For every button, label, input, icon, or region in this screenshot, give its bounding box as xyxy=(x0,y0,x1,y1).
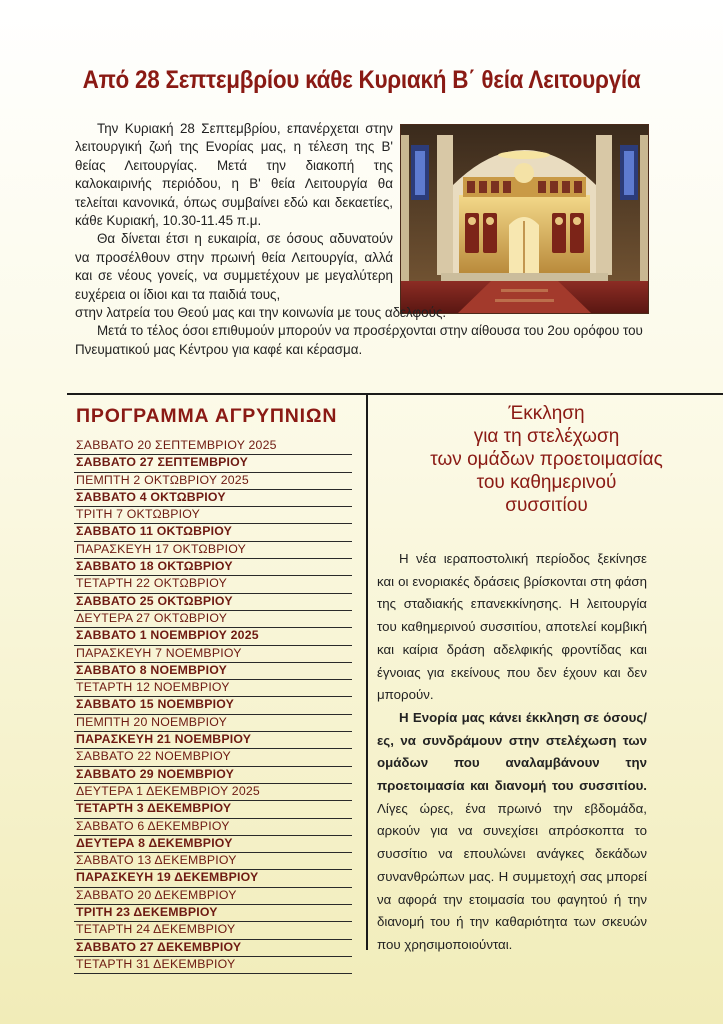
schedule-item: ΣΑΒΒΑΤΟ 6 ΔΕΚΕΜΒΡΙΟΥ xyxy=(74,819,352,836)
intro-paragraph-2-end: στην λατρεία του Θεού μας και την κοινωνία με τους αδελφούς. xyxy=(75,305,447,321)
appeal-title-line: των ομάδων προετοιμασίας xyxy=(430,449,663,470)
intro-text xyxy=(75,120,647,359)
intro-paragraph-3: Μετά το τέλος όσοι επιθυμούν μπορούν να προσέρχονται στην αίθουσα του 2ου ορόφου του Πνευματικού μας Κέντρου για καφέ και κέρασμα. xyxy=(75,323,643,357)
schedule-title: ΠΡΟΓΡΑΜΜΑ ΑΓΡΥΠΝΙΩΝ xyxy=(76,405,338,427)
schedule-item: ΣΑΒΒΑΤΟ 29 ΝΟΕΜΒΡΙΟΥ xyxy=(74,767,352,784)
schedule-item: ΣΑΒΒΑΤΟ 11 ΟΚΤΩΒΡΙΟΥ xyxy=(74,524,352,541)
appeal-title xyxy=(380,402,713,517)
schedule-item: ΣΑΒΒΑΤΟ 8 ΝΟΕΜΒΡΙΟΥ xyxy=(74,663,352,680)
schedule-item: ΣΑΒΒΑΤΟ 15 ΝΟΕΜΒΡΙΟΥ xyxy=(74,697,352,714)
schedule-item: ΔΕΥΤΕΡΑ 27 ΟΚΤΩΒΡΙΟΥ xyxy=(74,611,352,628)
schedule-item: ΣΑΒΒΑΤΟ 20 ΔΕΚΕΜΒΡΙΟΥ xyxy=(74,888,352,905)
schedule-item: ΣΑΒΒΑΤΟ 27 ΔΕΚΕΜΒΡΙΟΥ xyxy=(74,940,352,957)
schedule-item: ΤΕΤΑΡΤΗ 3 ΔΕΚΕΜΒΡΙΟΥ xyxy=(74,801,352,818)
schedule-item: ΣΑΒΒΑΤΟ 1 ΝΟΕΜΒΡΙΟΥ 2025 xyxy=(74,628,352,645)
schedule-item: ΠΑΡΑΣΚΕΥΗ 21 ΝΟΕΜΒΡΙΟΥ xyxy=(74,732,352,749)
appeal-paragraph-2 xyxy=(377,707,647,957)
intro-paragraph-1: Την Κυριακή 28 Σεπτεμβρίου, επανέρχεται στην λειτουργική ζωή της Ενορίας μας, η τέλεση της Β' θείας Λειτουργίας. Μετά την διακοπή της καλοκαιρινής περιόδου, η Β' θεία Λειτουργία θα τελείται κανονικά, όπως συμβαίνει εδώ και δεκαετίες, κάθε Κυριακή, 10.30-11.45 π.μ. xyxy=(75,121,393,229)
schedule-item: ΣΑΒΒΑΤΟ 27 ΣΕΠΤΕΜΒΡΙΟΥ xyxy=(74,455,352,472)
vigil-schedule xyxy=(74,405,354,974)
schedule-item: ΣΑΒΒΑΤΟ 22 ΝΟΕΜΒΡΙΟΥ xyxy=(74,749,352,766)
column-divider xyxy=(366,395,368,950)
horizontal-divider xyxy=(67,393,723,395)
schedule-item: ΣΑΒΒΑΤΟ 18 ΟΚΤΩΒΡΙΟΥ xyxy=(74,559,352,576)
schedule-item: ΣΑΒΒΑΤΟ 4 ΟΚΤΩΒΡΙΟΥ xyxy=(74,490,352,507)
schedule-item: ΔΕΥΤΕΡΑ 8 ΔΕΚΕΜΒΡΙΟΥ xyxy=(74,836,352,853)
appeal-paragraph-1: Η νέα ιεραποστολική περίοδος ξεκίνησε και οι ενοριακές δράσεις βρίσκονται στη φάση της σταδιακής επανεκκίνησης. Η λειτουργία του καθημερινού συσσιτίου, αποτελεί κομβική και καίρια δράση αδελφικής φροντίδας και έγνοιας για εκείνους που δεν έχουν και δεν μπορούν. xyxy=(377,551,647,703)
appeal-title-line: συσσιτίου xyxy=(505,495,588,516)
schedule-item: ΤΕΤΑΡΤΗ 22 ΟΚΤΩΒΡΙΟΥ xyxy=(74,576,352,593)
schedule-item: ΤΕΤΑΡΤΗ 24 ΔΕΚΕΜΒΡΙΟΥ xyxy=(74,922,352,939)
schedule-item: ΣΑΒΒΑΤΟ 13 ΔΕΚΕΜΒΡΙΟΥ xyxy=(74,853,352,870)
schedule-item: ΠΑΡΑΣΚΕΥΗ 17 ΟΚΤΩΒΡΙΟΥ xyxy=(74,542,352,559)
schedule-item: ΤΕΤΑΡΤΗ 12 ΝΟΕΜΒΡΙΟΥ xyxy=(74,680,352,697)
schedule-list xyxy=(74,438,352,974)
appeal-title-line: Έκκληση xyxy=(508,403,585,424)
schedule-item: ΠΕΜΠΤΗ 20 ΝΟΕΜΒΡΙΟΥ xyxy=(74,715,352,732)
schedule-item: ΤΕΤΑΡΤΗ 31 ΔΕΚΕΜΒΡΙΟΥ xyxy=(74,957,352,974)
appeal-emphasis: Η Ενορία μας κάνει έκκληση σε όσους/ες, να συνδράμουν στην στελέχωση των ομάδων που αναλαμβάνουν την προετοιμασία και διανομή του συσσιτίου. xyxy=(377,709,647,794)
page-title: Από 28 Σεπτεμβρίου κάθε Κυριακή Β΄ θεία Λειτουργία xyxy=(82,66,641,94)
schedule-item: ΣΑΒΒΑΤΟ 25 ΟΚΤΩΒΡΙΟΥ xyxy=(74,594,352,611)
schedule-item: ΔΕΥΤΕΡΑ 1 ΔΕΚΕΜΒΡΙΟΥ 2025 xyxy=(74,784,352,801)
appeal-title-line: του καθημερινού xyxy=(476,472,617,493)
intro-paragraph-2: Θα δίνεται έτσι η ευκαιρία, σε όσους αδυνατούν να προσέλθουν στην πρωινή θεία Λειτουργία, αλλά και σε νέους γονείς, να συμμετέχουν με μεγαλύτερη ευχέρεια οι ίδιοι και τα παιδιά τους, xyxy=(75,231,393,302)
appeal-paragraph-2-rest: Λίγες ώρες, ένα πρωινό την εβδομάδα, αρκούν για να συνεχίσει απρόσκοπτα το συσσίτιο να επουλώνει ανάγκες δεκάδων συνανθρώπων μας. Η συμμετοχή σας μπορεί να αφορά την ετοιμασία του φαγητού ή την διανομή του ή την καθαριότητα των σκευών που χρησιμοποιούνται. xyxy=(377,800,647,952)
schedule-item: ΠΕΜΠΤΗ 2 ΟΚΤΩΒΡΙΟΥ 2025 xyxy=(74,473,352,490)
appeal-body xyxy=(377,548,647,957)
schedule-item: ΠΑΡΑΣΚΕΥΗ 19 ΔΕΚΕΜΒΡΙΟΥ xyxy=(74,870,352,887)
schedule-item: ΠΑΡΑΣΚΕΥΗ 7 ΝΟΕΜΒΡΙΟΥ xyxy=(74,646,352,663)
schedule-item: ΤΡΙΤΗ 23 ΔΕΚΕΜΒΡΙΟΥ xyxy=(74,905,352,922)
schedule-item: ΣΑΒΒΑΤΟ 20 ΣΕΠΤΕΜΒΡΙΟΥ 2025 xyxy=(74,438,352,455)
schedule-item: ΤΡΙΤΗ 7 ΟΚΤΩΒΡΙΟΥ xyxy=(74,507,352,524)
appeal-title-line: για τη στελέχωση xyxy=(473,426,620,447)
